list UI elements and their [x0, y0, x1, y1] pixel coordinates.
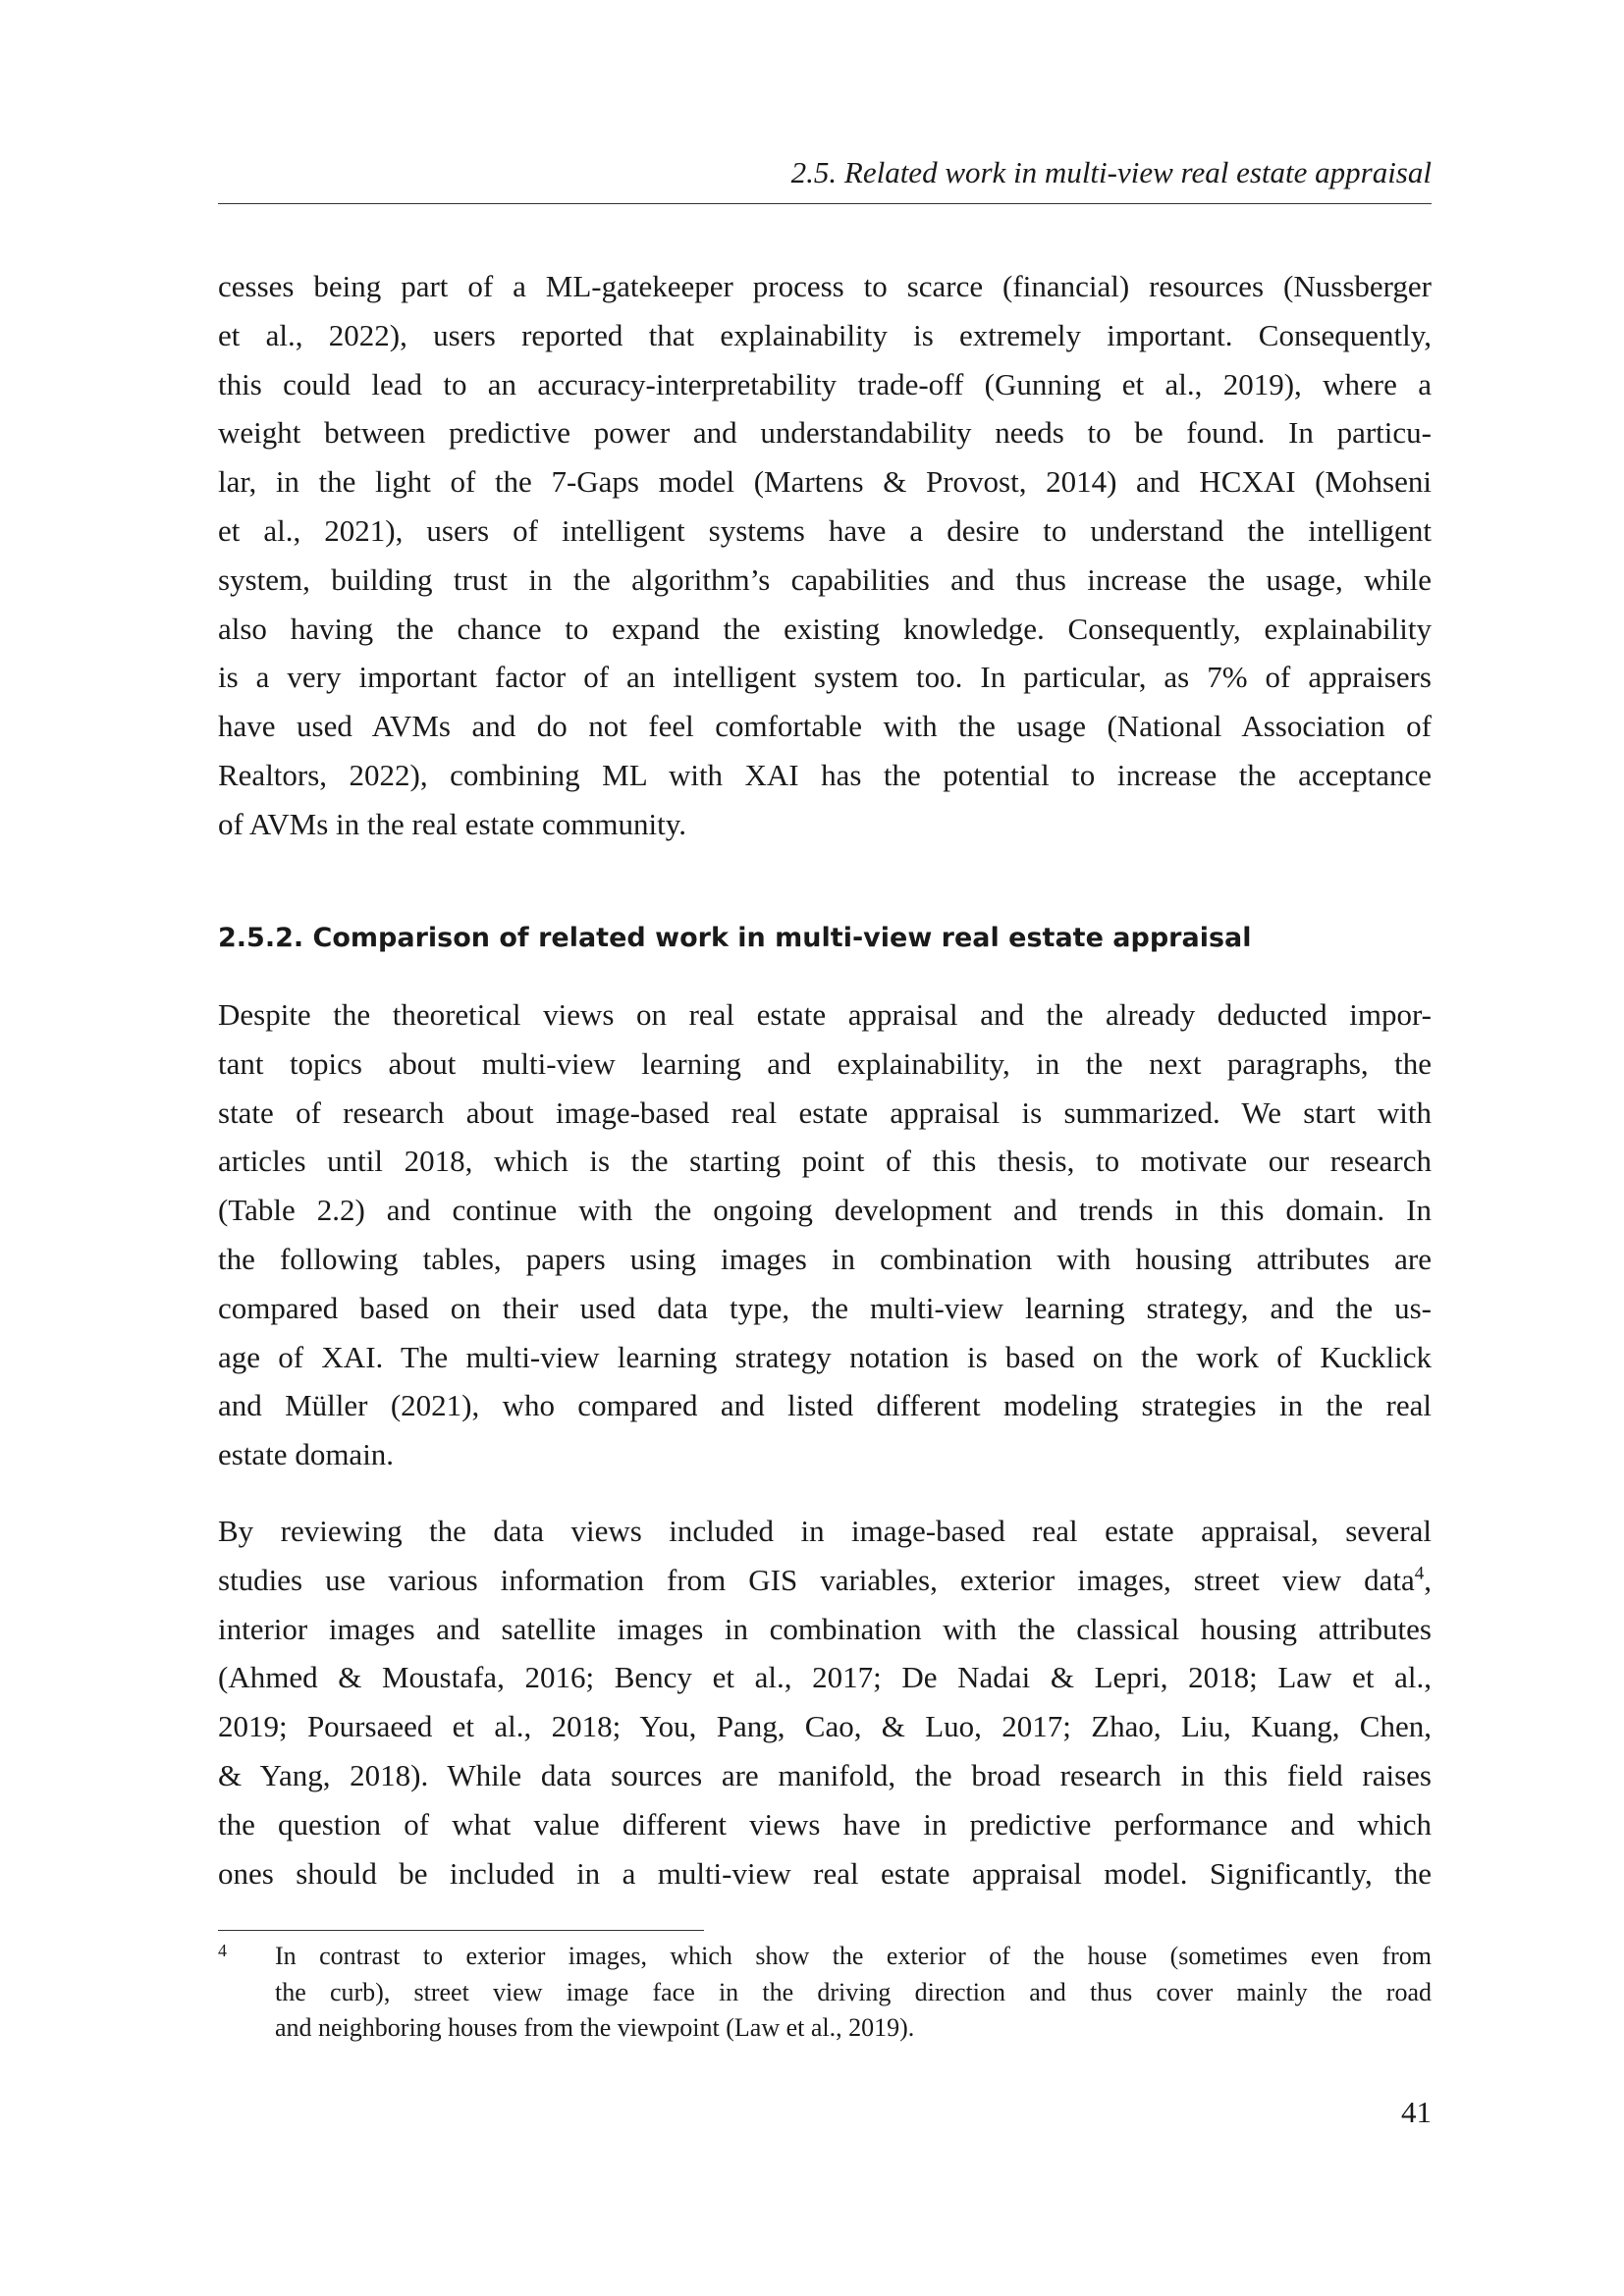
text-line: tant topics about multi-view learning and explainability, in the next paragraphs, the	[218, 1045, 1432, 1081]
text-line: et al., 2021), users of intelligent systems have a desire to understand the intelligent	[218, 512, 1432, 548]
running-header: 2.5. Related work in multi-view real estate appraisal	[790, 155, 1432, 189]
text-span: studies use various information from GIS variables, exterior images, street view data	[218, 1562, 1415, 1597]
footnote	[218, 1939, 1432, 2047]
text-line: system, building trust in the algorithm’s capabilities and thus increase the usage, while	[218, 561, 1432, 597]
text-line: the question of what value different views have in predictive performance and which	[218, 1806, 1432, 1842]
footnote-reference[interactable]: 4	[1414, 1563, 1425, 1584]
text-line: 2019; Poursaeed et al., 2018; You, Pang, Cao, & Luo, 2017; Zhao, Liu, Kuang, Chen,	[218, 1709, 1432, 1744]
text-line: et al., 2022), users reported that explainability is extremely important. Consequently,	[218, 317, 1432, 352]
text-line: and Müller (2021), who compared and listed different modeling strategies in the real	[218, 1388, 1432, 1423]
text-line: of AVMs in the real estate community.	[218, 806, 686, 841]
text-line: cesses being part of a ML-gatekeeper process to scarce (financial) resources (Nussberger	[218, 269, 1432, 303]
text-span: ,	[1424, 1562, 1432, 1597]
text-line: Realtors, 2022), combining ML with XAI has the potential to increase the acceptance	[218, 757, 1432, 792]
paragraph-1	[218, 262, 1432, 849]
text-line: Despite the theoretical views on real estate appraisal and the already deducted impor-	[218, 997, 1432, 1032]
text-line: have used AVMs and do not feel comfortable with the usage (National Association of	[218, 709, 1432, 744]
footnote-line: and neighboring houses from the viewpoint (Law et al., 2019).	[275, 2013, 915, 2042]
text-line: articles until 2018, which is the starting point of this thesis, to motivate our research	[218, 1144, 1432, 1179]
text-line: lar, in the light of the 7-Gaps model (Martens & Provost, 2014) and HCXAI (Mohseni	[218, 464, 1432, 500]
footnote-line: the curb), street view image face in the driving direction and thus cover mainly the road	[275, 1977, 1432, 2006]
header-rule	[218, 203, 1432, 204]
footnote-line: In contrast to exterior images, which show the exterior of the house (sometimes even from	[275, 1942, 1432, 1970]
text-line: (Ahmed & Moustafa, 2016; Bency et al., 2017; De Nadai & Lepri, 2018; Law et al.,	[218, 1660, 1432, 1695]
text-line: is a very important factor of an intelligent system too. In particular, as 7% of appraisers	[218, 660, 1432, 695]
page-number: 41	[1401, 2095, 1432, 2129]
paragraph-3	[218, 1507, 1432, 1897]
text-line: also having the chance to expand the existing knowledge. Consequently, explainability	[218, 611, 1432, 646]
footnote-rule	[218, 1930, 704, 1931]
section-heading: 2.5.2. Comparison of related work in multi-view real estate appraisal	[218, 923, 1252, 953]
text-line: ones should be included in a multi-view real estate appraisal model. Significantly, the	[218, 1855, 1432, 1891]
text-line: interior images and satellite images in combination with the classical housing attributes	[218, 1611, 1432, 1646]
text-line: compared based on their used data type, the multi-view learning strategy, and the us-	[218, 1290, 1432, 1325]
text-line: By reviewing the data views included in image-based real estate appraisal, several	[218, 1514, 1432, 1548]
footnote-mark: 4	[218, 1941, 227, 1960]
text-line: weight between predictive power and understandability needs to be found. In particu-	[218, 415, 1432, 451]
text-line: the following tables, papers using images in combination with housing attributes are	[218, 1241, 1432, 1276]
text-line: age of XAI. The multi-view learning strategy notation is based on the work of Kucklick	[218, 1339, 1432, 1374]
text-line-with-footnote	[218, 1556, 1432, 1605]
text-line: estate domain.	[218, 1437, 395, 1472]
text-line: & Yang, 2018). While data sources are manifold, the broad research in this field raises	[218, 1757, 1432, 1792]
paragraph-2	[218, 990, 1432, 1479]
text-line: this could lead to an accuracy-interpretability trade-off (Gunning et al., 2019), where a	[218, 366, 1432, 401]
text-line: state of research about image-based real estate appraisal is summarized. We start with	[218, 1095, 1432, 1130]
text-line: (Table 2.2) and continue with the ongoing development and trends in this domain. In	[218, 1193, 1432, 1228]
